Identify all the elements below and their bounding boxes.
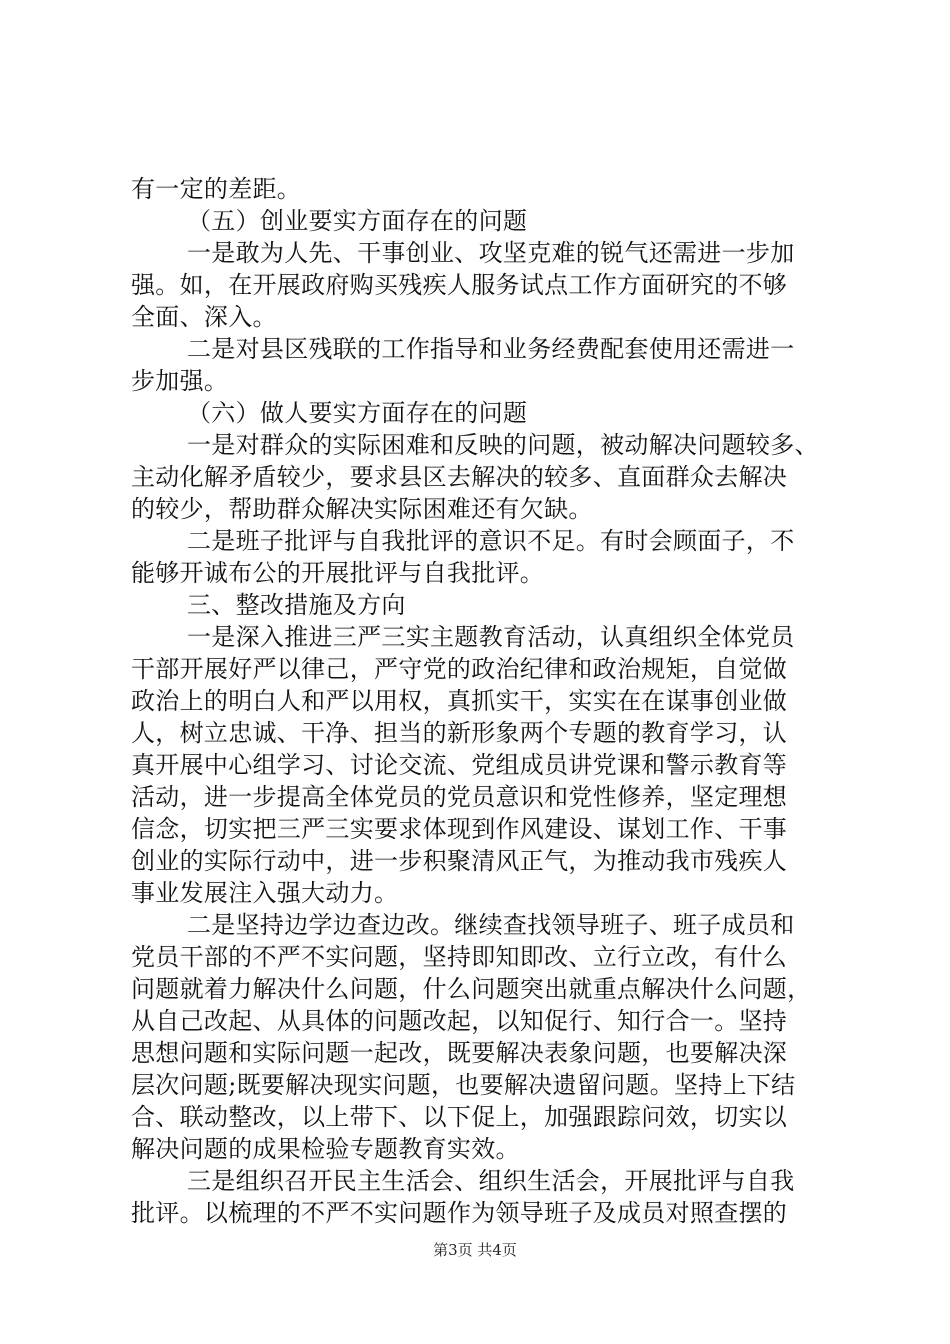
body-text-line: 三是组织召开民主生活会、组织生活会，开展批评与自我 (187, 1167, 795, 1195)
section-heading-3: 三、整改措施及方向 (187, 591, 406, 619)
body-text-line: 创业的实际行动中，进一步积聚清风正气，为推动我市残疾人 (131, 847, 788, 875)
section-heading-5: （五）创业要实方面存在的问题 (187, 207, 528, 235)
body-text-line: 思想问题和实际问题一起改，既要解决表象问题，也要解决深 (131, 1039, 788, 1067)
body-text-line: 一是敢为人先、干事创业、攻坚克难的锐气还需进一步加 (187, 239, 795, 267)
body-text-line: 强。如，在开展政府购买残疾人服务试点工作方面研究的不够 (131, 271, 788, 299)
body-text-line: 全面、深入。 (131, 303, 277, 331)
body-text-line: 能够开诚布公的开展批评与自我批评。 (131, 559, 545, 587)
body-text-line: 合、联动整改，以上带下、以下促上，加强跟踪问效，切实以 (131, 1103, 788, 1131)
body-text-line: 人，树立忠诚、干净、担当的新形象两个专题的教育学习，认 (131, 719, 788, 747)
body-text-line: 一是对群众的实际困难和反映的问题，被动解决问题较多、 (187, 431, 819, 459)
body-text-line: 事业发展注入强大动力。 (131, 879, 399, 907)
body-text-line: 层次问题;既要解决现实问题，也要解决遗留问题。坚持上下结 (131, 1071, 796, 1099)
body-text-line: 步加强。 (131, 367, 229, 395)
body-text-line: 二是班子批评与自我批评的意识不足。有时会顾面子，不 (187, 527, 795, 555)
body-text-line: 一是深入推进三严三实主题教育活动，认真组织全体党员 (187, 623, 795, 651)
body-text-line: 的较少，帮助群众解决实际困难还有欠缺。 (131, 495, 593, 523)
body-text-line: 解决问题的成果检验专题教育实效。 (131, 1135, 520, 1163)
body-text-line: 二是坚持边学边查边改。继续查找领导班子、班子成员和 (187, 911, 795, 939)
body-text-line: 党员干部的不严不实问题，坚持即知即改、立行立改，有什么 (131, 943, 788, 971)
body-text-line: 活动，进一步提高全体党员的党员意识和党性修养，坚定理想 (131, 783, 788, 811)
body-text-line: 批评。以梳理的不严不实问题作为领导班子及成员对照查摆的 (131, 1199, 788, 1227)
body-text-line: 问题就着力解决什么问题，什么问题突出就重点解决什么问题， (131, 975, 812, 1003)
body-text-line: 有一定的差距。 (131, 175, 302, 203)
body-text-line: 二是对县区残联的工作指导和业务经费配套使用还需进一 (187, 335, 795, 363)
body-text-line: 真开展中心组学习、讨论交流、党组成员讲党课和警示教育等 (131, 751, 788, 779)
body-text-line: 信念，切实把三严三实要求体现到作风建设、谋划工作、干事 (131, 815, 788, 843)
section-heading-6: （六）做人要实方面存在的问题 (187, 399, 528, 427)
body-text-line: 干部开展好严以律己，严守党的政治纪律和政治规矩，自觉做 (131, 655, 788, 683)
body-text-line: 主动化解矛盾较少，要求县区去解决的较多、直面群众去解决 (131, 463, 788, 491)
body-text-line: 政治上的明白人和严以用权，真抓实干，实实在在谋事创业做 (131, 687, 788, 715)
page-footer: 第3页 共4页 (433, 1241, 517, 1259)
body-text-line: 从自己改起、从具体的问题改起，以知促行、知行合一。坚持 (131, 1007, 788, 1035)
